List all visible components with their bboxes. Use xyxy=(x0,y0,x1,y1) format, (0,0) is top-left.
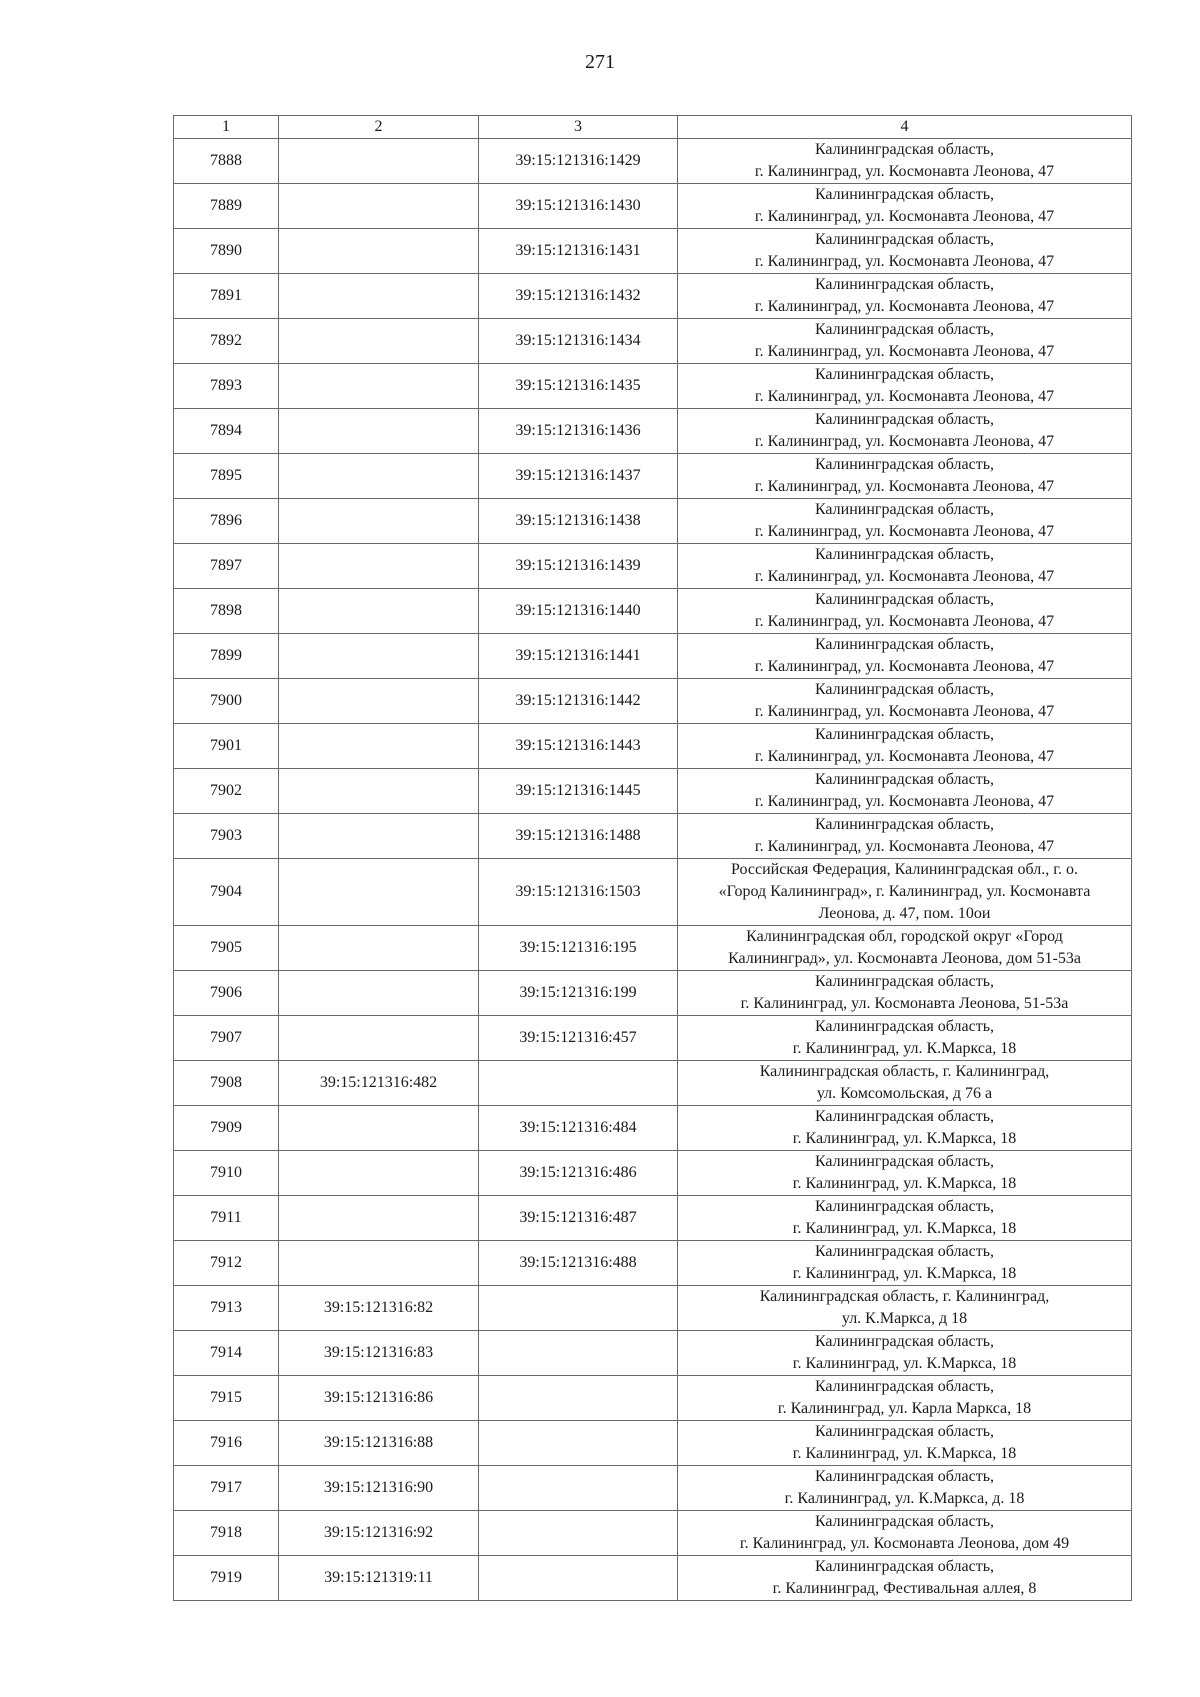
table-row xyxy=(174,634,1132,679)
registry-table xyxy=(173,115,1132,1601)
cadastral-number-col3-cell xyxy=(479,1556,678,1601)
address-cell xyxy=(678,1061,1132,1106)
address-cell xyxy=(678,1376,1132,1421)
table-row xyxy=(174,1196,1132,1241)
cadastral-number-col2-cell xyxy=(279,409,479,454)
row-number-cell: 7919 xyxy=(174,1556,279,1601)
cadastral-number-col2-cell: 39:15:121316:92 xyxy=(279,1511,479,1556)
address-line: Калининградская область, xyxy=(814,186,995,203)
address-line: г. Калининград, ул. Космонавта Леонова, 47 xyxy=(754,613,1055,630)
cadastral-number-col3-cell: 39:15:121316:457 xyxy=(479,1016,678,1061)
cadastral-number-col3-cell: 39:15:121316:1445 xyxy=(479,769,678,814)
cadastral-number-col3-cell: 39:15:121316:1432 xyxy=(479,274,678,319)
address-line: г. Калининград, ул. Космонавта Леонова, 47 xyxy=(754,748,1055,765)
address-line: Калининградская область, xyxy=(814,636,995,653)
address-cell xyxy=(678,971,1132,1016)
table-row xyxy=(174,1016,1132,1061)
address-cell xyxy=(678,769,1132,814)
cadastral-number-col3-cell: 39:15:121316:1488 xyxy=(479,814,678,859)
cadastral-number-col2-cell xyxy=(279,679,479,724)
table-row xyxy=(174,1466,1132,1511)
table-row xyxy=(174,814,1132,859)
cadastral-number-col2-cell xyxy=(279,926,479,971)
table-row xyxy=(174,409,1132,454)
address-line: г. Калининград, ул. Космонавта Леонова, 47 xyxy=(754,388,1055,405)
row-number-cell: 7902 xyxy=(174,769,279,814)
address-line: г. Калининград, ул. Космонавта Леонова, 47 xyxy=(754,343,1055,360)
address-line: Калининградская область, xyxy=(814,276,995,293)
address-line: Калининградская область, г. Калининград, xyxy=(759,1063,1050,1080)
cadastral-number-col2-cell xyxy=(279,1016,479,1061)
cadastral-number-col2-cell xyxy=(279,499,479,544)
cadastral-number-col2-cell: 39:15:121316:90 xyxy=(279,1466,479,1511)
row-number-cell: 7914 xyxy=(174,1331,279,1376)
cadastral-number-col3-cell xyxy=(479,1061,678,1106)
row-number-cell: 7897 xyxy=(174,544,279,589)
cadastral-number-col2-cell xyxy=(279,634,479,679)
cadastral-number-col2-cell xyxy=(279,859,479,926)
row-number-cell: 7918 xyxy=(174,1511,279,1556)
address-line: Калининградская область, xyxy=(814,1513,995,1530)
cadastral-number-col3-cell xyxy=(479,1511,678,1556)
address-cell xyxy=(678,1151,1132,1196)
table-body xyxy=(174,139,1132,1601)
address-cell xyxy=(678,1421,1132,1466)
table-row xyxy=(174,454,1132,499)
cadastral-number-col3-cell: 39:15:121316:1438 xyxy=(479,499,678,544)
address-line: Калининградская область, xyxy=(814,1378,995,1395)
address-line: г. Калининград, ул. К.Маркса, 18 xyxy=(792,1130,1017,1147)
address-line: г. Калининград, ул. Космонавта Леонова, 47 xyxy=(754,838,1055,855)
row-number-cell: 7896 xyxy=(174,499,279,544)
cadastral-number-col3-cell: 39:15:121316:1503 xyxy=(479,859,678,926)
table-row xyxy=(174,1511,1132,1556)
row-number-cell: 7910 xyxy=(174,1151,279,1196)
row-number-cell: 7904 xyxy=(174,859,279,926)
table-row xyxy=(174,184,1132,229)
address-cell xyxy=(678,1331,1132,1376)
address-cell xyxy=(678,1511,1132,1556)
table-row xyxy=(174,589,1132,634)
address-line: г. Калининград, ул. Космонавта Леонова, 47 xyxy=(754,523,1055,540)
address-line: Калининградская область, xyxy=(814,411,995,428)
cadastral-number-col2-cell: 39:15:121316:482 xyxy=(279,1061,479,1106)
cadastral-number-col2-cell xyxy=(279,544,479,589)
address-line: Калининградская область, xyxy=(814,1558,995,1575)
cadastral-number-col2-cell xyxy=(279,274,479,319)
address-line: Калининградская область, xyxy=(814,1423,995,1440)
table-row xyxy=(174,1556,1132,1601)
column-header-4: 4 xyxy=(678,116,1132,139)
cadastral-number-col3-cell: 39:15:121316:1434 xyxy=(479,319,678,364)
address-cell xyxy=(678,454,1132,499)
row-number-cell: 7889 xyxy=(174,184,279,229)
address-cell xyxy=(678,1196,1132,1241)
column-header-2: 2 xyxy=(279,116,479,139)
table-row xyxy=(174,1331,1132,1376)
table-row xyxy=(174,1376,1132,1421)
address-line: Калининградская область, xyxy=(814,1108,995,1125)
row-number-cell: 7916 xyxy=(174,1421,279,1466)
address-cell xyxy=(678,1286,1132,1331)
address-line: г. Калининград, ул. Космонавта Леонова, 51-53а xyxy=(740,995,1069,1012)
cadastral-number-col2-cell xyxy=(279,1151,479,1196)
table-row xyxy=(174,1421,1132,1466)
address-line: г. Калининград, ул. Космонавта Леонова, 47 xyxy=(754,163,1055,180)
address-cell xyxy=(678,1241,1132,1286)
cadastral-number-col3-cell: 39:15:121316:195 xyxy=(479,926,678,971)
address-line: г. Калининград, Фестивальная аллея, 8 xyxy=(772,1580,1037,1597)
address-cell xyxy=(678,926,1132,971)
address-cell xyxy=(678,1556,1132,1601)
table-row xyxy=(174,229,1132,274)
address-cell xyxy=(678,364,1132,409)
address-line: ул. Комсомольская, д 76 а xyxy=(816,1085,993,1102)
address-line: Российская Федерация, Калининградская обл., г. о. xyxy=(731,861,1078,878)
cadastral-number-col2-cell xyxy=(279,184,479,229)
row-number-cell: 7888 xyxy=(174,139,279,184)
address-line: Калининградская область, xyxy=(814,231,995,248)
cadastral-number-col2-cell xyxy=(279,1241,479,1286)
cadastral-number-col2-cell xyxy=(279,724,479,769)
address-line: Калининградская обл, городской округ «Город xyxy=(746,928,1063,945)
address-line: Калининградская область, xyxy=(814,816,995,833)
table-row xyxy=(174,319,1132,364)
address-line: Калининградская область, xyxy=(814,1468,995,1485)
address-cell xyxy=(678,589,1132,634)
cadastral-number-col2-cell xyxy=(279,319,479,364)
cadastral-number-col3-cell: 39:15:121316:488 xyxy=(479,1241,678,1286)
row-number-cell: 7909 xyxy=(174,1106,279,1151)
cadastral-number-col2-cell: 39:15:121319:11 xyxy=(279,1556,479,1601)
row-number-cell: 7901 xyxy=(174,724,279,769)
cadastral-number-col3-cell: 39:15:121316:199 xyxy=(479,971,678,1016)
row-number-cell: 7891 xyxy=(174,274,279,319)
address-line: Калининградская область, xyxy=(814,366,995,383)
address-line: Калининградская область, xyxy=(814,726,995,743)
address-cell xyxy=(678,139,1132,184)
address-line: Калининградская область, xyxy=(814,973,995,990)
cadastral-number-col3-cell: 39:15:121316:1442 xyxy=(479,679,678,724)
address-line: Калининградская область, xyxy=(814,321,995,338)
cadastral-number-col2-cell xyxy=(279,364,479,409)
table-row xyxy=(174,364,1132,409)
table-row xyxy=(174,1106,1132,1151)
row-number-cell: 7894 xyxy=(174,409,279,454)
address-line: г. Калининград, ул. К.Маркса, 18 xyxy=(792,1040,1017,1057)
cadastral-number-col3-cell: 39:15:121316:487 xyxy=(479,1196,678,1241)
address-line: ул. К.Маркса, д 18 xyxy=(841,1310,968,1327)
address-line: г. Калининград, ул. К.Маркса, д. 18 xyxy=(784,1490,1025,1507)
address-line: Калининградская область, xyxy=(814,681,995,698)
cadastral-number-col3-cell: 39:15:121316:1441 xyxy=(479,634,678,679)
row-number-cell: 7892 xyxy=(174,319,279,364)
row-number-cell: 7893 xyxy=(174,364,279,409)
address-line: Калининградская область, xyxy=(814,456,995,473)
cadastral-number-col2-cell xyxy=(279,814,479,859)
cadastral-number-col3-cell: 39:15:121316:1435 xyxy=(479,364,678,409)
table-row xyxy=(174,724,1132,769)
address-cell xyxy=(678,319,1132,364)
cadastral-number-col3-cell: 39:15:121316:1437 xyxy=(479,454,678,499)
cadastral-number-col2-cell xyxy=(279,139,479,184)
table-row xyxy=(174,544,1132,589)
address-line: г. Калининград, ул. Космонавта Леонова, 47 xyxy=(754,703,1055,720)
cadastral-number-col3-cell: 39:15:121316:1440 xyxy=(479,589,678,634)
cadastral-number-col3-cell: 39:15:121316:1436 xyxy=(479,409,678,454)
cadastral-number-col3-cell: 39:15:121316:1431 xyxy=(479,229,678,274)
cadastral-number-col2-cell: 39:15:121316:83 xyxy=(279,1331,479,1376)
address-cell xyxy=(678,724,1132,769)
address-line: Леонова, д. 47, пом. 10ои xyxy=(818,905,991,922)
address-line: Калининград», ул. Космонавта Леонова, дом 51-53а xyxy=(728,950,1081,967)
address-line: г. Калининград, ул. К.Маркса, 18 xyxy=(792,1220,1017,1237)
row-number-cell: 7906 xyxy=(174,971,279,1016)
table-row xyxy=(174,1061,1132,1106)
address-line: г. Калининград, ул. Космонавта Леонова, 47 xyxy=(754,208,1055,225)
address-cell xyxy=(678,634,1132,679)
address-cell xyxy=(678,1466,1132,1511)
address-line: Калининградская область, г. Калининград, xyxy=(759,1288,1050,1305)
row-number-cell: 7908 xyxy=(174,1061,279,1106)
address-line: г. Калининград, ул. Космонавта Леонова, дом 49 xyxy=(739,1535,1070,1552)
cadastral-number-col3-cell: 39:15:121316:1429 xyxy=(479,139,678,184)
address-line: Калининградская область, xyxy=(814,1243,995,1260)
column-header-3: 3 xyxy=(479,116,678,139)
address-line: «Город Калининград», г. Калининград, ул. Космонавта xyxy=(718,883,1091,900)
address-line: г. Калининград, ул. К.Маркса, 18 xyxy=(792,1445,1017,1462)
cadastral-number-col3-cell xyxy=(479,1421,678,1466)
row-number-cell: 7905 xyxy=(174,926,279,971)
address-cell xyxy=(678,814,1132,859)
address-line: Калининградская область, xyxy=(814,546,995,563)
cadastral-number-col3-cell xyxy=(479,1376,678,1421)
table-row xyxy=(174,1286,1132,1331)
table-row xyxy=(174,139,1132,184)
cadastral-number-col3-cell: 39:15:121316:1443 xyxy=(479,724,678,769)
address-line: г. Калининград, ул. К.Маркса, 18 xyxy=(792,1175,1017,1192)
cadastral-number-col2-cell xyxy=(279,769,479,814)
address-line: г. Калининград, ул. Космонавта Леонова, 47 xyxy=(754,253,1055,270)
row-number-cell: 7890 xyxy=(174,229,279,274)
table-row xyxy=(174,1241,1132,1286)
address-line: Калининградская область, xyxy=(814,1198,995,1215)
page-number: 271 xyxy=(585,51,615,73)
cadastral-number-col2-cell: 39:15:121316:88 xyxy=(279,1421,479,1466)
cadastral-number-col2-cell xyxy=(279,454,479,499)
address-line: Калининградская область, xyxy=(814,1153,995,1170)
address-line: Калининградская область, xyxy=(814,501,995,518)
table-row xyxy=(174,679,1132,724)
cadastral-number-col3-cell xyxy=(479,1466,678,1511)
address-line: Калининградская область, xyxy=(814,771,995,788)
address-line: Калининградская область, xyxy=(814,591,995,608)
table-row xyxy=(174,971,1132,1016)
address-cell xyxy=(678,544,1132,589)
cadastral-number-col2-cell xyxy=(279,1196,479,1241)
address-cell xyxy=(678,274,1132,319)
row-number-cell: 7903 xyxy=(174,814,279,859)
row-number-cell: 7912 xyxy=(174,1241,279,1286)
cadastral-number-col3-cell xyxy=(479,1286,678,1331)
address-cell xyxy=(678,499,1132,544)
address-line: г. Калининград, ул. Космонавта Леонова, 47 xyxy=(754,298,1055,315)
address-cell xyxy=(678,1016,1132,1061)
table-row xyxy=(174,499,1132,544)
row-number-cell: 7899 xyxy=(174,634,279,679)
cadastral-number-col3-cell: 39:15:121316:1430 xyxy=(479,184,678,229)
address-line: г. Калининград, ул. Космонавта Леонова, 47 xyxy=(754,658,1055,675)
cadastral-number-col3-cell: 39:15:121316:484 xyxy=(479,1106,678,1151)
address-line: г. Калининград, ул. К.Маркса, 18 xyxy=(792,1265,1017,1282)
address-line: г. Калининград, ул. Космонавта Леонова, 47 xyxy=(754,478,1055,495)
row-number-cell: 7917 xyxy=(174,1466,279,1511)
cadastral-number-col2-cell xyxy=(279,971,479,1016)
table-row xyxy=(174,859,1132,926)
address-line: Калининградская область, xyxy=(814,1018,995,1035)
column-header-1: 1 xyxy=(174,116,279,139)
address-cell xyxy=(678,679,1132,724)
row-number-cell: 7895 xyxy=(174,454,279,499)
cadastral-number-col2-cell xyxy=(279,229,479,274)
row-number-cell: 7913 xyxy=(174,1286,279,1331)
table-row xyxy=(174,274,1132,319)
address-line: Калининградская область, xyxy=(814,141,995,158)
address-cell xyxy=(678,184,1132,229)
table-row xyxy=(174,769,1132,814)
address-line: г. Калининград, ул. Космонавта Леонова, 47 xyxy=(754,433,1055,450)
cadastral-number-col2-cell xyxy=(279,589,479,634)
cadastral-number-col3-cell xyxy=(479,1331,678,1376)
row-number-cell: 7911 xyxy=(174,1196,279,1241)
row-number-cell: 7907 xyxy=(174,1016,279,1061)
cadastral-number-col3-cell: 39:15:121316:1439 xyxy=(479,544,678,589)
row-number-cell: 7915 xyxy=(174,1376,279,1421)
address-line: г. Калининград, ул. Космонавта Леонова, 47 xyxy=(754,793,1055,810)
address-cell xyxy=(678,1106,1132,1151)
table-row xyxy=(174,1151,1132,1196)
address-cell xyxy=(678,859,1132,926)
header-row xyxy=(174,116,1132,139)
cadastral-number-col2-cell: 39:15:121316:86 xyxy=(279,1376,479,1421)
address-line: Калининградская область, xyxy=(814,1333,995,1350)
cadastral-number-col2-cell: 39:15:121316:82 xyxy=(279,1286,479,1331)
address-cell xyxy=(678,229,1132,274)
address-line: г. Калининград, ул. Карла Маркса, 18 xyxy=(777,1400,1032,1417)
cadastral-number-col3-cell: 39:15:121316:486 xyxy=(479,1151,678,1196)
address-line: г. Калининград, ул. Космонавта Леонова, 47 xyxy=(754,568,1055,585)
row-number-cell: 7900 xyxy=(174,679,279,724)
address-line: г. Калининград, ул. К.Маркса, 18 xyxy=(792,1355,1017,1372)
cadastral-number-col2-cell xyxy=(279,1106,479,1151)
table-row xyxy=(174,926,1132,971)
row-number-cell: 7898 xyxy=(174,589,279,634)
address-cell xyxy=(678,409,1132,454)
